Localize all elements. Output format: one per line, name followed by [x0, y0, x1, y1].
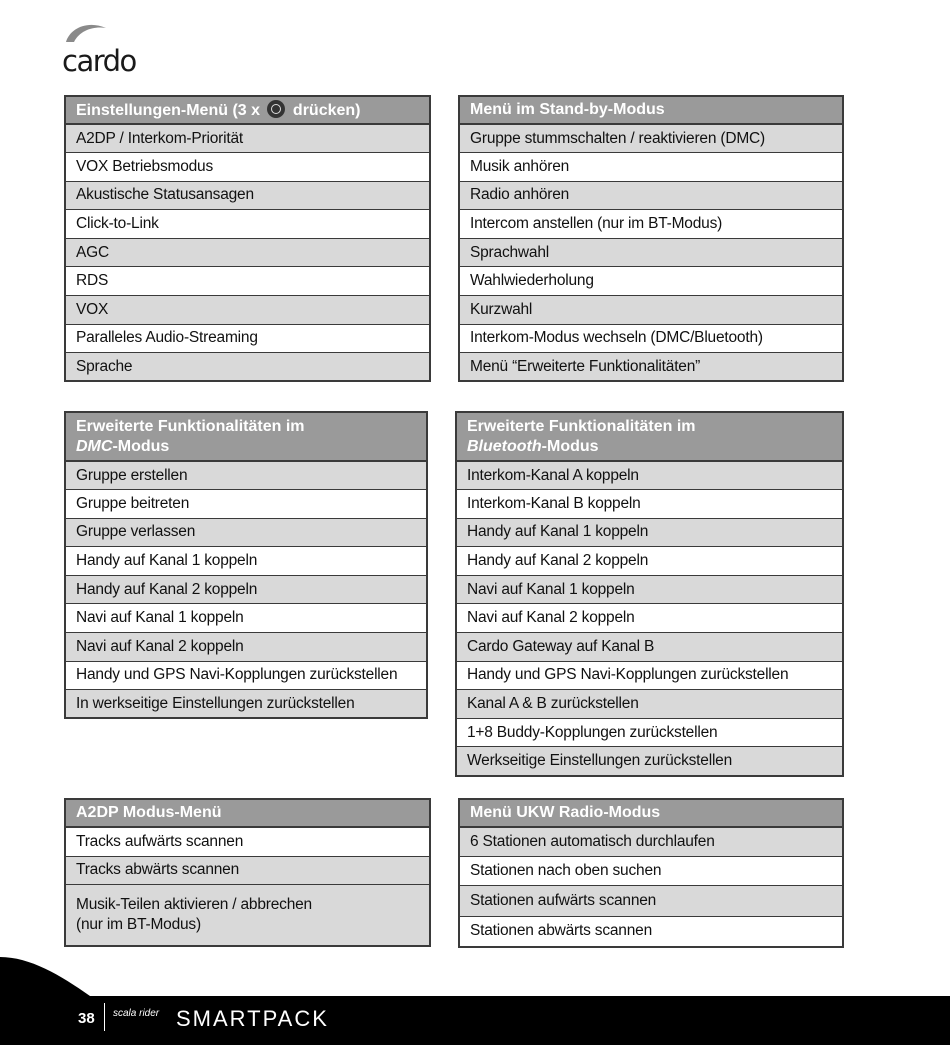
list-item: Handy und GPS Navi-Kopplungen zurückstellen: [65, 661, 427, 690]
list-item: Cardo Gateway auf Kanal B: [456, 633, 843, 662]
list-item: Werkseitige Einstellungen zurückstellen: [456, 747, 843, 776]
dmc-menu-title: Erweiterte Funktionalitäten im DMC-Modus: [65, 412, 427, 461]
page-number: 38: [78, 1010, 95, 1027]
a2dp-menu-title: A2DP Modus-Menü: [65, 799, 430, 827]
list-item: Handy auf Kanal 2 koppeln: [65, 575, 427, 604]
list-item: RDS: [65, 267, 430, 296]
list-item: Akustische Statusansagen: [65, 181, 430, 210]
dial-icon: [267, 100, 285, 118]
dmc-menu-table: [64, 411, 428, 719]
list-item: VOX Betriebsmodus: [65, 153, 430, 182]
list-item: Kurzwahl: [459, 296, 843, 325]
list-item: In werkseitige Einstellungen zurückstellen: [65, 690, 427, 719]
list-item: Tracks aufwärts scannen: [65, 827, 430, 856]
radio-menu-title: Menü UKW Radio-Modus: [459, 799, 843, 827]
list-item: Sprache: [65, 353, 430, 382]
list-item: 6 Stationen automatisch durchlaufen: [459, 827, 843, 856]
list-item: Menü “Erweiterte Funktionalitäten”: [459, 353, 843, 382]
list-item: Navi auf Kanal 2 koppeln: [65, 633, 427, 662]
list-item: Sprachwahl: [459, 238, 843, 267]
bluetooth-menu-table: [455, 411, 844, 777]
bluetooth-menu-title: Erweiterte Funktionalitäten im Bluetooth-Modus: [456, 412, 843, 461]
list-item: Radio anhören: [459, 181, 843, 210]
logo-swoosh-icon: [62, 22, 110, 44]
list-item: Stationen abwärts scannen: [459, 916, 843, 947]
radio-menu-table: [458, 798, 844, 948]
list-item: Handy auf Kanal 1 koppeln: [65, 547, 427, 576]
list-item: Handy auf Kanal 2 koppeln: [456, 547, 843, 576]
list-item: Kanal A & B zurückstellen: [456, 690, 843, 719]
footer-divider: [104, 1003, 105, 1031]
list-item: 1+8 Buddy-Kopplungen zurückstellen: [456, 718, 843, 747]
list-item: Interkom-Modus wechseln (DMC/Bluetooth): [459, 324, 843, 353]
list-item: Intercom anstellen (nur im BT-Modus): [459, 210, 843, 239]
list-item: Stationen nach oben suchen: [459, 856, 843, 885]
list-item: AGC: [65, 238, 430, 267]
list-item: Gruppe beitreten: [65, 490, 427, 519]
footer-curve: [0, 955, 90, 997]
list-item: Musik anhören: [459, 153, 843, 182]
list-item: VOX: [65, 296, 430, 325]
a2dp-menu-table: [64, 798, 431, 947]
list-item: Tracks abwärts scannen: [65, 856, 430, 884]
list-item: Gruppe verlassen: [65, 518, 427, 547]
list-item: Stationen aufwärts scannen: [459, 885, 843, 916]
list-item: A2DP / Interkom-Priorität: [65, 124, 430, 153]
list-item: Gruppe erstellen: [65, 461, 427, 490]
settings-menu-table: [64, 95, 431, 382]
list-item: Paralleles Audio-Streaming: [65, 324, 430, 353]
logo-text: cardo: [62, 44, 136, 78]
list-item: Click-to-Link: [65, 210, 430, 239]
list-item: Musik-Teilen aktivieren / abbrechen (nur im BT-Modus): [65, 884, 430, 946]
list-item: Interkom-Kanal B koppeln: [456, 490, 843, 519]
list-item: Gruppe stummschalten / reaktivieren (DMC): [459, 124, 843, 153]
list-item: Navi auf Kanal 1 koppeln: [65, 604, 427, 633]
settings-menu-title: Einstellungen-Menü (3 x drücken): [65, 96, 430, 124]
series-name: scala rider: [113, 1008, 160, 1019]
list-item: Interkom-Kanal A koppeln: [456, 461, 843, 490]
list-item: Navi auf Kanal 1 koppeln: [456, 575, 843, 604]
list-item: Wahlwiederholung: [459, 267, 843, 296]
standby-menu-table: [458, 95, 844, 382]
standby-menu-title: Menü im Stand-by-Modus: [459, 96, 843, 124]
product-name: SMARTPACK: [176, 1006, 329, 1031]
footer-bar: [0, 996, 950, 1045]
list-item: Handy und GPS Navi-Kopplungen zurückstellen: [456, 661, 843, 690]
cardo-logo: [62, 22, 142, 78]
list-item: Handy auf Kanal 1 koppeln: [456, 518, 843, 547]
list-item: Navi auf Kanal 2 koppeln: [456, 604, 843, 633]
